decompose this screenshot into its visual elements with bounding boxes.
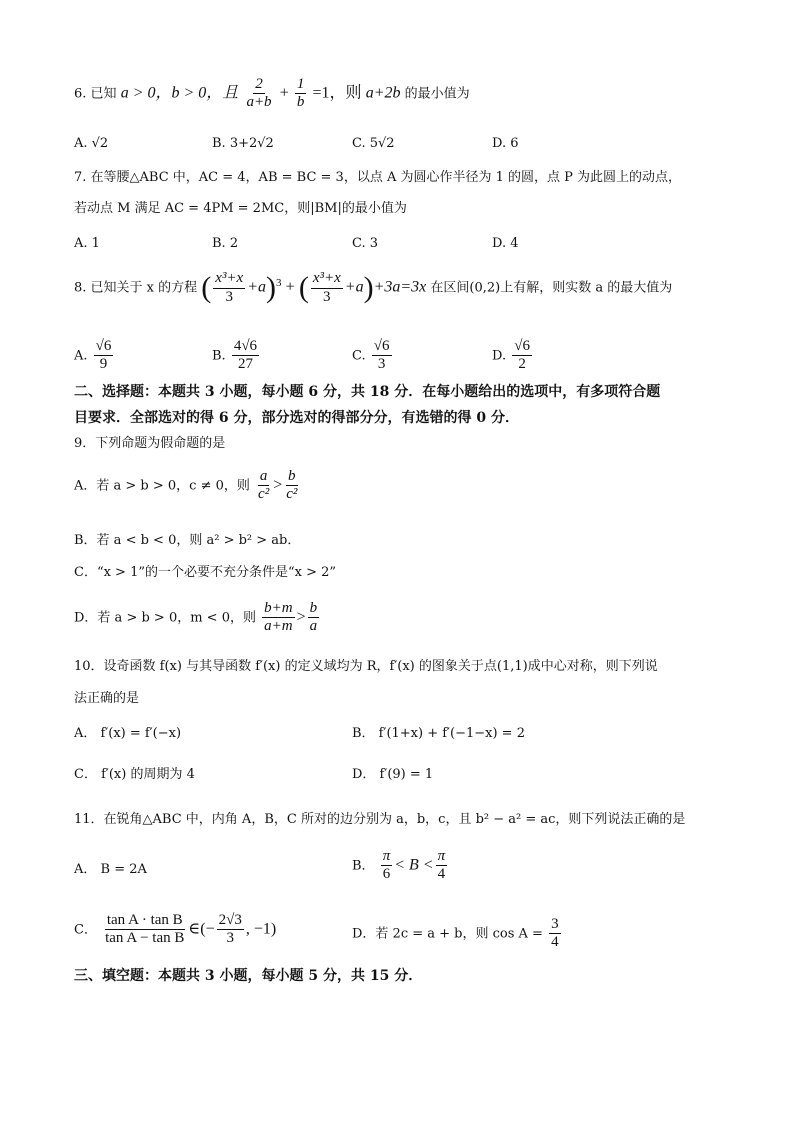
section2-line2: 目要求．全部选对的得 6 分，部分选对的得部分分，有选错的得 0 分． [74, 410, 519, 426]
q8-tail: 在区间(0,2)上有解，则实数 a 的最大值为 [430, 280, 673, 296]
q6-option-b[interactable]: B. 3+2√2 [212, 136, 274, 151]
q8-stem: 8. 已知关于 x 的方程 ( $\frac{\text{x³+x}}{3}$ +a)$^3$ + ( $\frac{\text{x³+x}}{3}$ +a)+3a=3x 在区间(0,2)上有解，则实数 a 的最大值为 [74, 270, 673, 305]
q7-option-d[interactable]: D. 4 [492, 236, 519, 251]
q8-frac2-num: x³+x [311, 270, 343, 288]
q6-eq: =1，则 [312, 84, 362, 102]
q6-frac2 [295, 76, 307, 112]
q8-frac1-den: 3 [225, 288, 233, 305]
q8-option-d[interactable]: D. $\frac{√6}{2}$ [492, 338, 530, 373]
q6-option-a[interactable]: A. √2 [74, 136, 109, 151]
q10-line2: 法正确的是 [74, 691, 140, 706]
q6-frac2-num: 1 [295, 76, 307, 94]
q10-option-d[interactable]: D． f′(9) = 1 [352, 767, 434, 782]
q7-option-c[interactable]: C. 3 [352, 236, 379, 251]
q11-option-d[interactable]: D．若 2c = a + b，则 cos A = $\frac{3}{4}$ [352, 916, 559, 951]
q10-option-c[interactable]: C． f′(x) 的周期为 4 [74, 767, 195, 782]
q6-frac1 [244, 76, 273, 112]
q8-option-c[interactable]: C. $\frac{√6}{3}$ [352, 338, 390, 373]
q7-line1: 7. 在等腰△ABC 中，AC = 4，AB = BC = 3，以点 A 为圆心作半径为 1 的圆，点 P 为此圆上的动点， [74, 170, 682, 185]
q8-options [74, 330, 734, 374]
q9-option-c[interactable]: C．“x > 1”的一个必要不充分条件是“x > 2” [74, 565, 337, 580]
q7-line2: 若动点 M 满足 AC = 4PM = 2MC，则|BM|的最小值为 [74, 201, 407, 216]
q11-stem: 11．在锐角△ABC 中，内角 A，B，C 所对的边分别为 a，b，c，且 b² − a² = ac，则下列说法正确的是 [74, 812, 686, 827]
q10-line1: 10．设奇函数 f(x) 与其导函数 f′(x) 的定义域均为 R，f′(x) 的图象关于点(1,1)成中心对称，则下列说 [74, 659, 658, 674]
q8-label: 8. 已知关于 x 的方程 [74, 280, 198, 296]
q6-frac2-den: b [296, 94, 305, 111]
q8-frac2 [311, 270, 343, 306]
q8-frac1-num: x³+x [213, 270, 245, 288]
section3-heading: 三、填空题：本题共 3 小题，每小题 5 分，共 15 分． [74, 968, 423, 984]
q11-option-b[interactable]: B． $\frac{\pi}{6}$ < B < $\frac{\pi}{4}$ [352, 848, 446, 883]
q6-tail: 的最小值为 [404, 86, 470, 102]
q8-option-b[interactable]: B. $\frac{4√6}{27}$ [212, 338, 258, 373]
q7-option-b[interactable]: B. 2 [212, 236, 239, 251]
q8-frac2-den: 3 [323, 288, 331, 305]
q7-option-a[interactable]: A. 1 [74, 236, 100, 251]
q9-option-b[interactable]: B．若 a < b < 0，则 a² > b² > ab． [74, 533, 301, 548]
q6-plus: + [279, 84, 289, 102]
q6-frac1-den: a+b [246, 94, 272, 111]
q9-stem: 9．下列命题为假命题的是 [74, 436, 226, 451]
q11-option-c[interactable]: C． $\frac{\text{tan A · tan B}}{\text{tan A − tan B}}$ ∈(− $\frac{2√3}{3}$ , −1) [74, 912, 277, 947]
q6-label: 6. 已知 [74, 86, 117, 102]
q10-option-a[interactable]: A． f′(x) = f′(−x) [74, 726, 182, 741]
q9-option-d[interactable]: D．若 a > b > 0，m < 0，则 $\frac{b+m}{a+m}$ > $\frac{b}{a}$ [74, 600, 318, 635]
section2-line1: 二、选择题：本题共 3 小题，每小题 6 分，共 18 分．在每小题给出的选项中，有多项符合题 [74, 384, 661, 400]
q9-option-a[interactable]: A．若 a > b > 0，c ≠ 0，则 $\frac{a}{\text{c²}}$ > $\frac{b}{\text{c²}}$ [74, 468, 298, 503]
q8-frac1 [213, 270, 245, 306]
q10-option-b[interactable]: B． f′(1+x) + f′(−1−x) = 2 [352, 726, 525, 741]
q8-option-a[interactable]: A. $\frac{√6}{9}$ [74, 338, 112, 373]
q6-stem [74, 76, 470, 112]
q6-cond: a > 0，b > 0，且 [120, 84, 239, 102]
q8-paren-open: ( [201, 271, 212, 304]
q6-target: a+2b [365, 84, 401, 102]
q11-option-a[interactable]: A． B = 2A [74, 862, 147, 877]
q6-option-d[interactable]: D. 6 [492, 136, 519, 151]
q6-option-c[interactable]: C. 5√2 [352, 136, 395, 151]
q6-frac1-num: 2 [253, 76, 265, 94]
